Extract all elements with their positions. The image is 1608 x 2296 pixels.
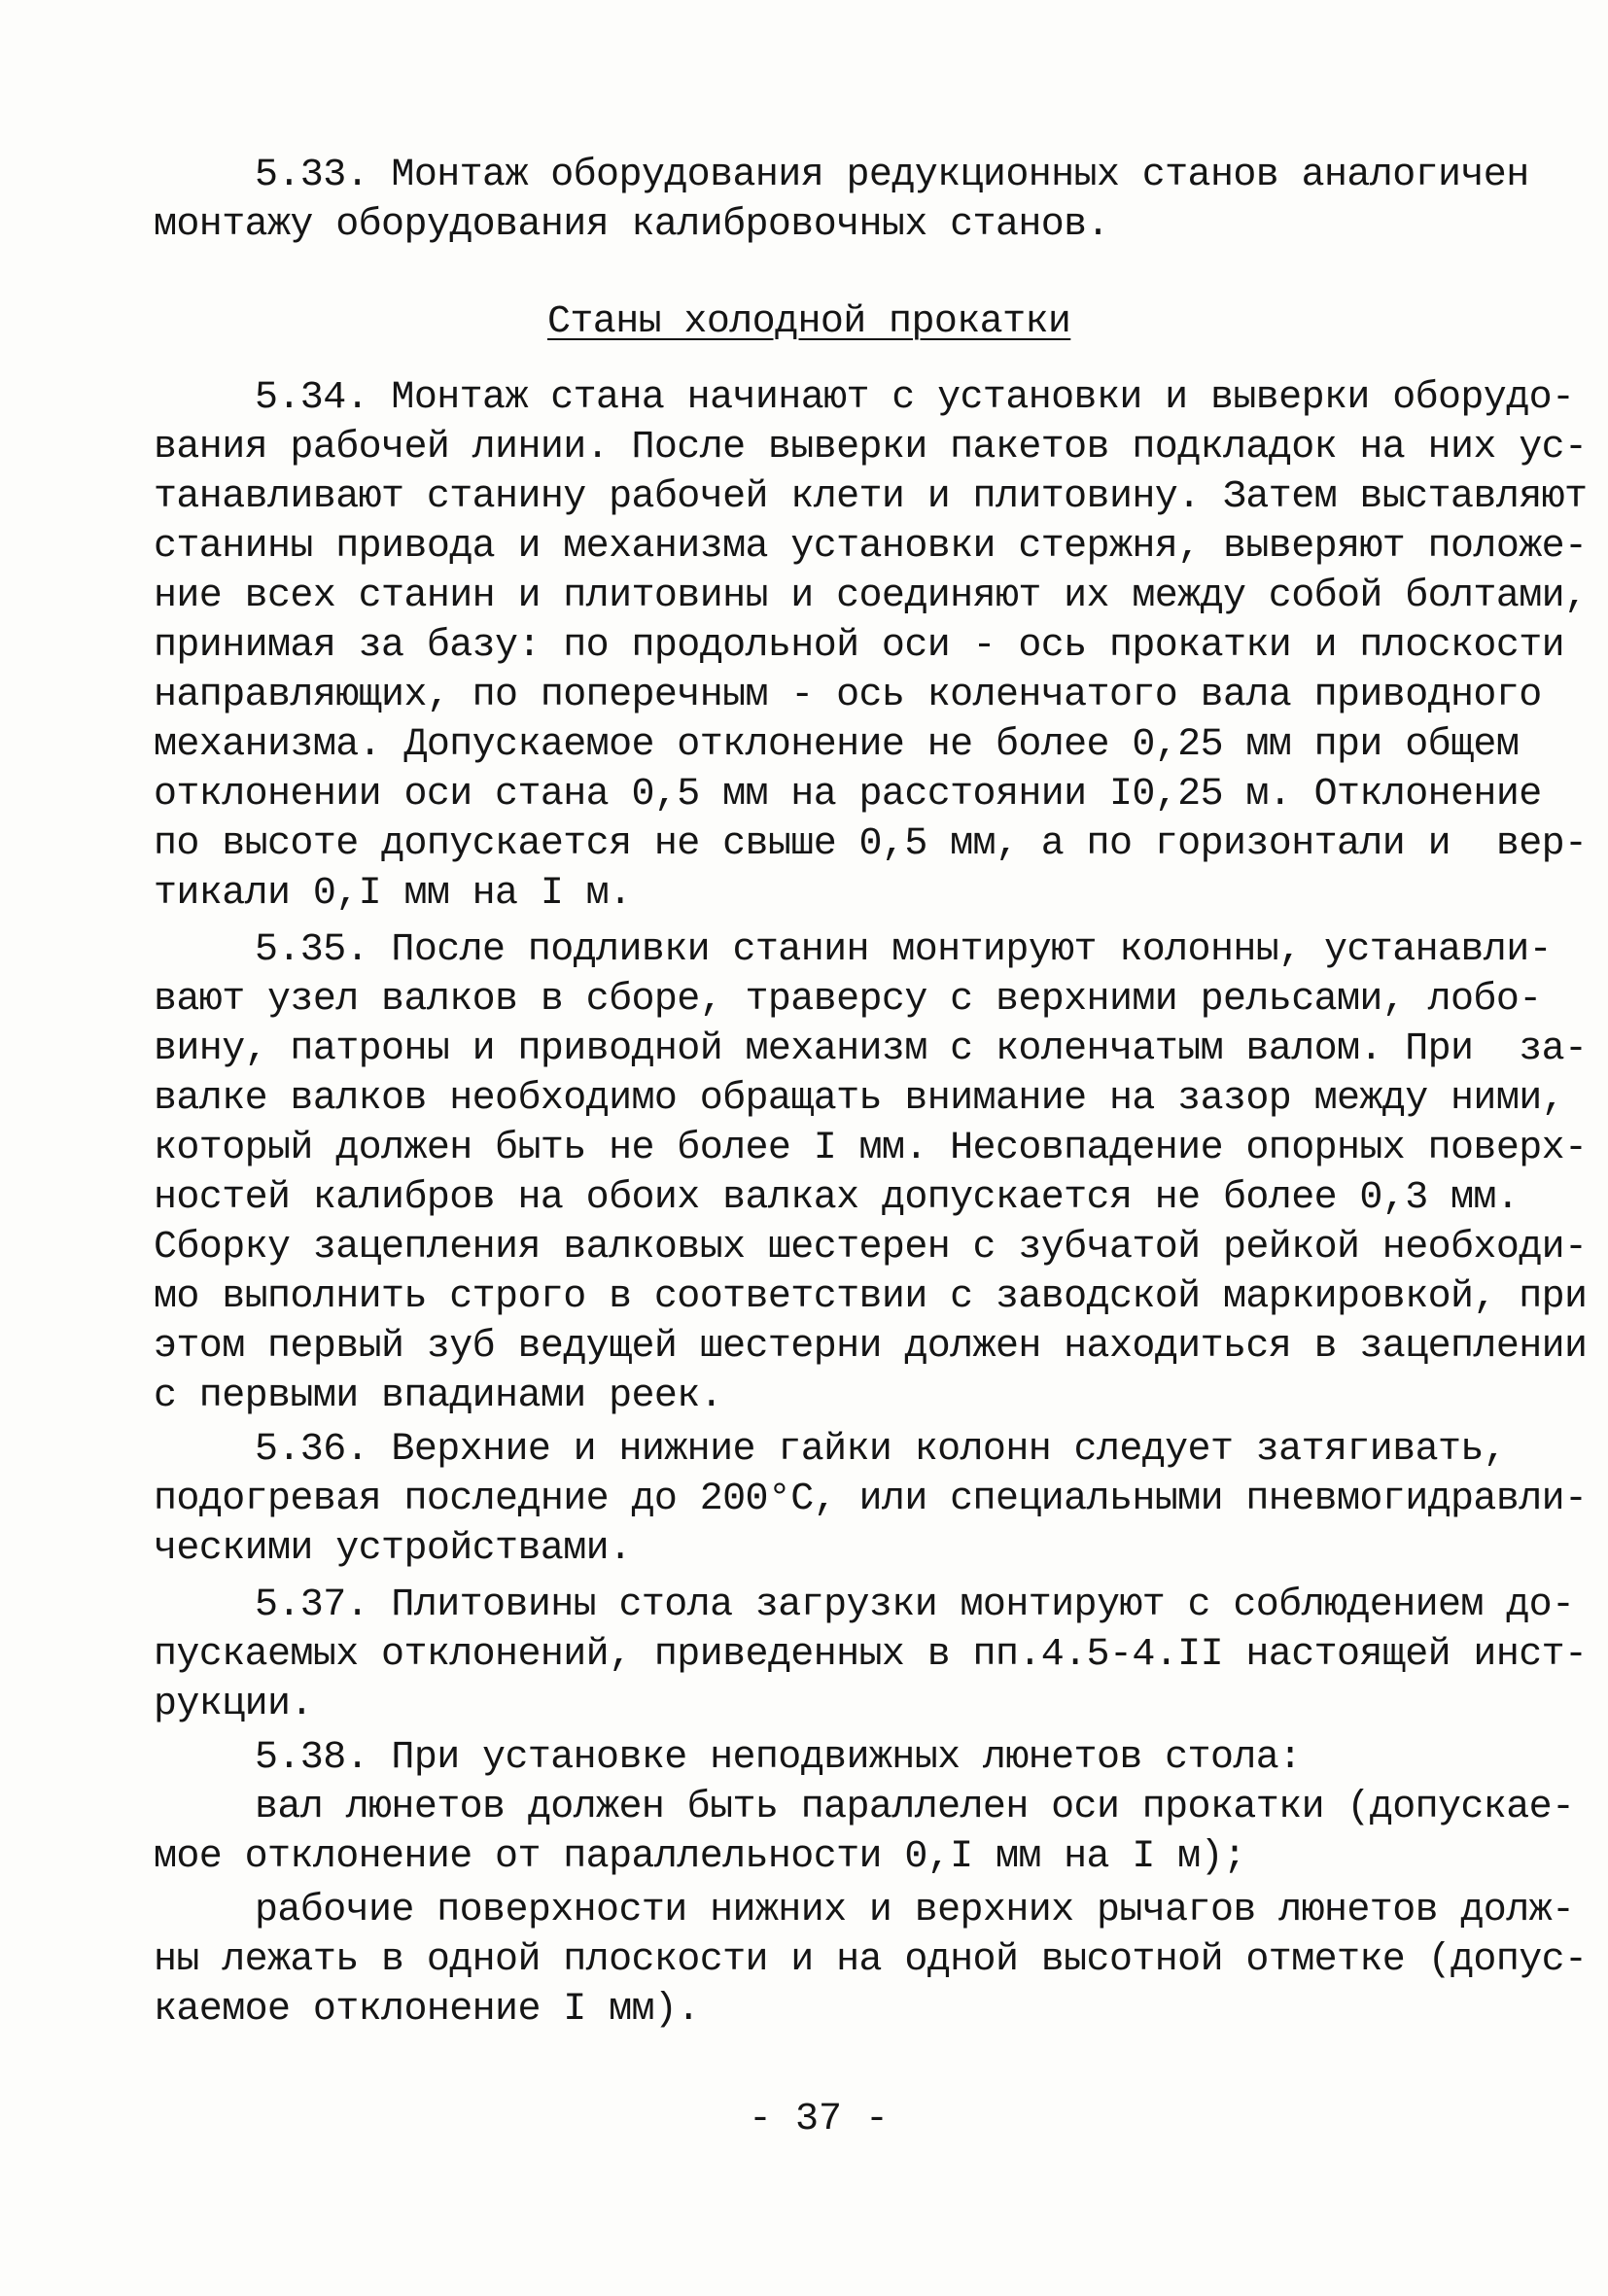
para-5-34-line-5: ние всех станин и плитовины и соединяют их между собой болтами,	[154, 574, 1588, 618]
para-5-35-line-6: ностей калибров на обоих валках допускается не более 0,3 мм.	[154, 1176, 1520, 1220]
para-5-34-line-9: отклонении оси стана 0,5 мм на расстоянии I0,25 м. Отклонение	[154, 773, 1542, 817]
para-5-34-line-10: по высоте допускается не свыше 0,5 мм, а по горизонтали и вер-	[154, 822, 1588, 866]
para-5-34-line-11: тикали 0,I мм на I м.	[154, 872, 632, 916]
para-5-33-line-2: монтажу оборудования калибровочных станов.	[154, 203, 1109, 247]
para-5-35-line-3: вину, патроны и приводной механизм с коленчатым валом. При за-	[154, 1027, 1588, 1071]
para-5-35-line-9: этом первый зуб ведущей шестерни должен находиться в зацеплении	[154, 1325, 1588, 1369]
para-5-34-line-6: принимая за базу: по продольной оси - ось прокатки и плоскости	[154, 624, 1565, 668]
para-5-38-line-1: 5.38. При установке неподвижных люнетов стола:	[255, 1736, 1302, 1780]
para-5-35-line-8: мо выполнить строго в соответствии с заводской маркировкой, при	[154, 1275, 1588, 1319]
para-5-38-line-2: вал люнетов должен быть параллелен оси прокатки (допускае-	[255, 1786, 1575, 1829]
para-5-35-line-7: Сборку зацепления валковых шестерен с зубчатой рейкой необходи-	[154, 1226, 1588, 1270]
para-5-34-line-8: механизма. Допускаемое отклонение не более 0,25 мм при общем	[154, 723, 1520, 767]
para-5-38-line-5: ны лежать в одной плоскости и на одной высотной отметке (допус-	[154, 1938, 1588, 1982]
para-5-34-line-3: танавливают станину рабочей клети и плитовину. Затем выставляют	[154, 475, 1588, 519]
para-5-35-line-10: с первыми впадинами реек.	[154, 1374, 723, 1418]
para-5-34-line-1: 5.34. Монтаж стана начинают с установки и выверки оборудо-	[255, 376, 1575, 420]
para-5-35-line-1: 5.35. После подливки станин монтируют колонны, устанавли-	[255, 928, 1553, 972]
para-5-35-line-2: вают узел валков в сборе, траверсу с верхними рельсами, лобо-	[154, 978, 1542, 1022]
para-5-35-line-5: который должен быть не более I мм. Несовпадение опорных поверх-	[154, 1127, 1588, 1170]
para-5-34-line-7: направляющих, по поперечным - ось коленчатого вала приводного	[154, 674, 1542, 717]
para-5-37-line-2: пускаемых отклонений, приведенных в пп.4.5-4.II настоящей инст-	[154, 1633, 1588, 1677]
para-5-34-line-2: вания рабочей линии. После выверки пакетов подкладок на них ус-	[154, 426, 1588, 470]
para-5-36-line-3: ческими устройствами.	[154, 1527, 632, 1571]
para-5-37-line-1: 5.37. Плитовины стола загрузки монтируют с соблюдением до-	[255, 1583, 1575, 1627]
para-5-36-line-2: подогревая последние до 200°C, или специальными пневмогидравли-	[154, 1478, 1588, 1521]
para-5-38-line-4: рабочие поверхности нижних и верхних рычагов люнетов долж-	[255, 1889, 1575, 1932]
para-5-36-line-1: 5.36. Верхние и нижние гайки колонн следует затягивать,	[255, 1428, 1507, 1472]
para-5-34-line-4: станины привода и механизма установки стержня, выверяют положе-	[154, 525, 1588, 569]
section-heading: Станы холодной прокатки	[547, 300, 1071, 344]
para-5-37-line-3: рукции.	[154, 1683, 313, 1726]
para-5-33-line-1: 5.33. Монтаж оборудования редукционных станов аналогичен	[255, 154, 1529, 197]
para-5-38-line-3: мое отклонение от параллельности 0,I мм на I м);	[154, 1835, 1246, 1879]
para-5-38-line-6: каемое отклонение I мм).	[154, 1988, 700, 2032]
para-5-35-line-4: валке валков необходимо обращать внимание на зазор между ними,	[154, 1077, 1565, 1121]
page-number: - 37 -	[749, 2098, 890, 2141]
